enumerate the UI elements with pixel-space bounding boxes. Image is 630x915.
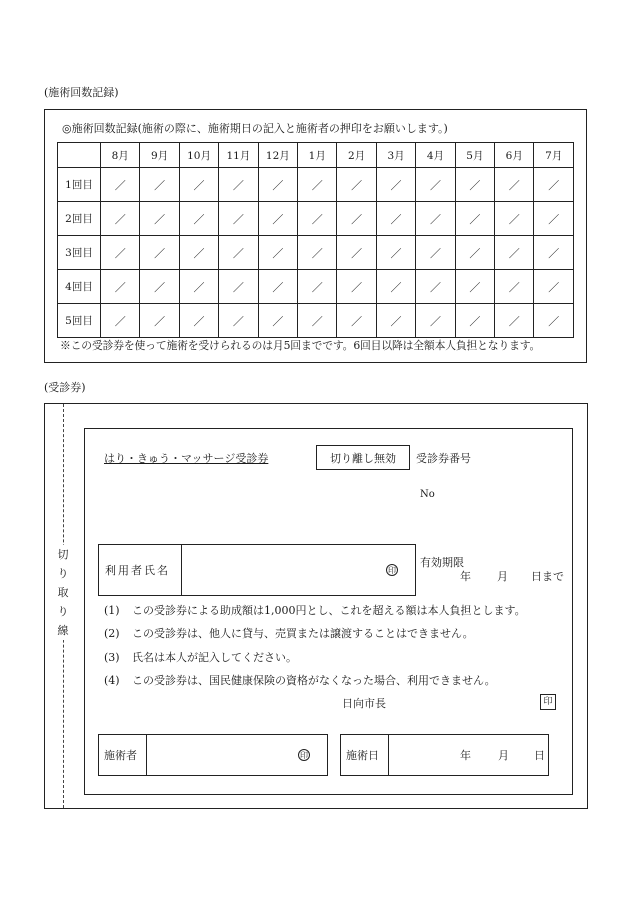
record-date-cell[interactable]: ／ — [298, 304, 337, 338]
valid-until-label: 有効期限 — [420, 556, 464, 569]
record-note: ※この受診券を使って施術を受けられるのは月5回までです。6回目以降は全額本人負担となります。 — [60, 339, 541, 352]
table-corner-cell — [58, 143, 101, 168]
cut-line-label: 切り取り線 — [54, 545, 72, 640]
record-date-cell[interactable]: ／ — [495, 202, 534, 236]
month-header: 8月 — [101, 143, 140, 168]
month-header: 3月 — [376, 143, 415, 168]
treatment-month-label: 月 — [498, 749, 509, 762]
visit-row-label: 4回目 — [58, 270, 101, 304]
record-date-cell[interactable]: ／ — [219, 304, 258, 338]
record-date-cell[interactable]: ／ — [337, 304, 376, 338]
record-date-cell[interactable]: ／ — [219, 168, 258, 202]
record-date-cell[interactable]: ／ — [416, 202, 455, 236]
record-date-cell[interactable]: ／ — [376, 236, 415, 270]
month-header: 6月 — [495, 143, 534, 168]
record-date-cell[interactable]: ／ — [140, 304, 179, 338]
rule-item — [104, 652, 297, 663]
record-date-cell[interactable]: ／ — [376, 270, 415, 304]
month-header: 11月 — [219, 143, 258, 168]
record-date-cell[interactable]: ／ — [337, 270, 376, 304]
voucher-number-no: No — [420, 489, 435, 500]
record-date-cell[interactable]: ／ — [495, 270, 534, 304]
record-date-cell[interactable]: ／ — [455, 202, 494, 236]
record-date-cell[interactable]: ／ — [179, 304, 218, 338]
treatment-date-divider — [388, 734, 389, 776]
record-date-cell[interactable]: ／ — [179, 236, 218, 270]
month-header: 5月 — [455, 143, 494, 168]
record-date-cell[interactable]: ／ — [534, 236, 574, 270]
rule-text: 氏名は本人が記入してください。 — [132, 651, 297, 664]
rule-number: (3) — [104, 651, 120, 664]
record-date-cell[interactable]: ／ — [455, 304, 494, 338]
valid-day-label: 日まで — [531, 570, 564, 583]
record-date-cell[interactable]: ／ — [495, 168, 534, 202]
rule-text: この受診券は、国民健康保険の資格がなくなった場合、利用できません。 — [132, 674, 496, 687]
month-header: 7月 — [534, 143, 574, 168]
record-date-cell[interactable]: ／ — [534, 168, 574, 202]
record-date-cell[interactable]: ／ — [376, 168, 415, 202]
month-header: 10月 — [179, 143, 218, 168]
practitioner-seal-icon: 印 — [300, 751, 308, 760]
month-header: 1月 — [298, 143, 337, 168]
record-date-cell[interactable]: ／ — [495, 304, 534, 338]
record-date-cell[interactable]: ／ — [258, 168, 297, 202]
month-header: 2月 — [337, 143, 376, 168]
record-date-cell[interactable]: ／ — [101, 202, 140, 236]
voucher-section-label: (受診券) — [44, 381, 86, 394]
user-name-divider — [181, 544, 182, 596]
treatment-day-label: 日 — [534, 749, 545, 762]
record-date-cell[interactable]: ／ — [298, 270, 337, 304]
table-row — [58, 202, 574, 236]
practitioner-label: 施術者 — [104, 749, 137, 762]
record-date-cell[interactable]: ／ — [455, 168, 494, 202]
record-title: ◎施術回数記録(施術の際に、施術期日の記入と施術者の押印をお願いします。) — [62, 122, 448, 135]
rule-item — [104, 675, 496, 686]
record-date-cell[interactable]: ／ — [258, 202, 297, 236]
record-date-cell[interactable]: ／ — [179, 270, 218, 304]
rule-item — [104, 628, 474, 639]
valid-year-label: 年 — [460, 570, 471, 583]
user-seal-icon: 印 — [388, 566, 396, 575]
record-date-cell[interactable]: ／ — [455, 236, 494, 270]
record-date-cell[interactable]: ／ — [416, 270, 455, 304]
valid-month-label: 月 — [497, 570, 508, 583]
record-date-cell[interactable]: ／ — [298, 236, 337, 270]
table-row — [58, 168, 574, 202]
record-date-cell[interactable]: ／ — [298, 168, 337, 202]
rule-number: (1) — [104, 604, 120, 617]
visit-row-label: 1回目 — [58, 168, 101, 202]
visit-row-label: 5回目 — [58, 304, 101, 338]
record-date-cell[interactable]: ／ — [140, 168, 179, 202]
record-date-cell[interactable]: ／ — [219, 202, 258, 236]
record-date-cell[interactable]: ／ — [179, 202, 218, 236]
practitioner-divider — [146, 734, 147, 776]
rule-text: この受診券は、他人に貸与、売買または譲渡することはできません。 — [132, 627, 474, 640]
record-date-cell[interactable]: ／ — [416, 304, 455, 338]
record-date-cell[interactable]: ／ — [101, 270, 140, 304]
record-date-cell[interactable]: ／ — [337, 202, 376, 236]
invalid-if-detached-box — [316, 445, 410, 470]
month-header: 9月 — [140, 143, 179, 168]
treatment-record-table — [57, 142, 574, 338]
record-date-cell[interactable]: ／ — [376, 202, 415, 236]
record-date-cell[interactable]: ／ — [258, 236, 297, 270]
table-row — [58, 270, 574, 304]
invalid-if-detached-text: 切り離し無効 — [330, 451, 396, 465]
month-header: 12月 — [258, 143, 297, 168]
table-row — [58, 236, 574, 270]
record-date-cell[interactable]: ／ — [258, 304, 297, 338]
record-date-cell[interactable]: ／ — [219, 236, 258, 270]
voucher-number-label: 受診券番号 — [416, 452, 471, 465]
record-date-cell[interactable]: ／ — [101, 236, 140, 270]
treatment-year-label: 年 — [460, 749, 471, 762]
user-name-label: 利用者氏名 — [105, 564, 170, 577]
rule-text: この受診券による助成額は1,000円とし、これを超える額は本人負担とします。 — [132, 604, 526, 617]
record-date-cell[interactable]: ／ — [101, 168, 140, 202]
record-date-cell[interactable]: ／ — [140, 270, 179, 304]
table-row — [58, 304, 574, 338]
rule-number: (2) — [104, 627, 120, 640]
record-date-cell[interactable]: ／ — [140, 202, 179, 236]
record-date-cell[interactable]: ／ — [298, 202, 337, 236]
issuer-mayor: 日向市長 — [342, 697, 386, 710]
voucher-title: はり・きゅう・マッサージ受診券 — [104, 452, 269, 465]
record-date-cell[interactable]: ／ — [337, 236, 376, 270]
record-date-cell[interactable]: ／ — [534, 304, 574, 338]
record-date-cell[interactable]: ／ — [101, 304, 140, 338]
record-date-cell[interactable]: ／ — [376, 304, 415, 338]
rule-number: (4) — [104, 674, 120, 687]
month-header: 4月 — [416, 143, 455, 168]
record-date-cell[interactable]: ／ — [455, 270, 494, 304]
record-date-cell[interactable]: ／ — [219, 270, 258, 304]
record-date-cell[interactable]: ／ — [179, 168, 218, 202]
record-date-cell[interactable]: ／ — [534, 270, 574, 304]
visit-row-label: 3回目 — [58, 236, 101, 270]
record-date-cell[interactable]: ／ — [534, 202, 574, 236]
visit-row-label: 2回目 — [58, 202, 101, 236]
record-date-cell[interactable]: ／ — [258, 270, 297, 304]
record-date-cell[interactable]: ／ — [495, 236, 534, 270]
treatment-date-label: 施術日 — [346, 749, 379, 762]
record-date-cell[interactable]: ／ — [416, 168, 455, 202]
mayor-seal-icon: 印 — [540, 694, 556, 710]
record-section-label: (施術回数記録) — [44, 86, 119, 99]
record-date-cell[interactable]: ／ — [337, 168, 376, 202]
record-date-cell[interactable]: ／ — [140, 236, 179, 270]
rule-item — [104, 605, 526, 616]
record-date-cell[interactable]: ／ — [416, 236, 455, 270]
